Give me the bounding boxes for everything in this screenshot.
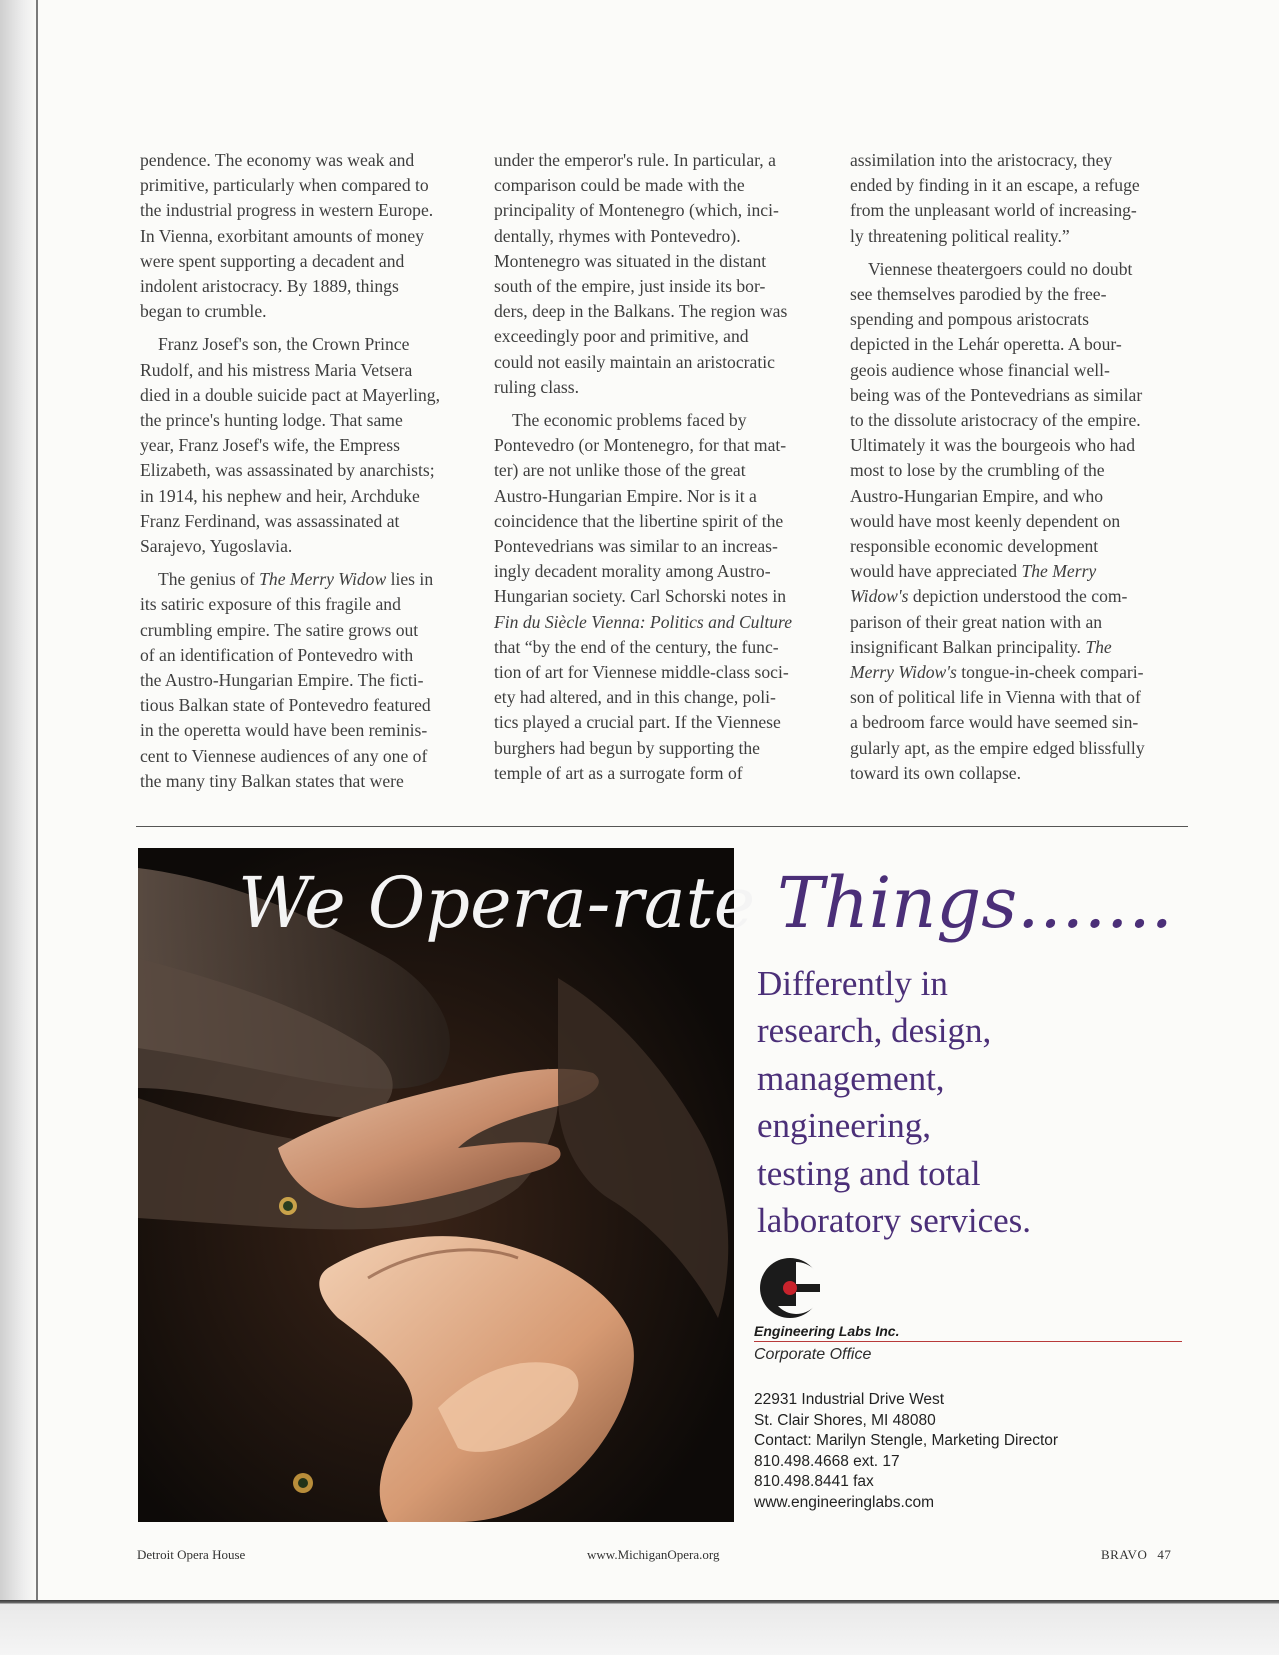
article-line: Hungarian society. Carl Schorski notes in (494, 586, 787, 607)
article-line: the many tiny Balkan states that were (140, 770, 404, 791)
address-line: 22931 Industrial Drive West (754, 1391, 945, 1408)
article-line: would have most keenly dependent on (850, 510, 1121, 531)
article-line: ders, deep in the Balkans. The region was (494, 301, 788, 322)
headline-purple-text: Things....... (777, 862, 1173, 944)
article-line: principality of Montenegro (which, inci- (494, 200, 779, 221)
article-line: most to lose by the crumbling of the (850, 460, 1105, 481)
service-line: engineering, (757, 1106, 931, 1146)
hands-photo (138, 848, 734, 1522)
article-line: the industrial progress in western Europe. (140, 200, 434, 221)
article-line: Merry Widow's tongue-in-cheek compari- (850, 662, 1144, 683)
article-line: could not easily maintain an aristocratic (494, 351, 775, 372)
article-line: Austro-Hungarian Empire, and who (850, 485, 1104, 506)
article-line: temple of art as a surrogate form of (494, 762, 743, 783)
footer-website-link[interactable]: www.MichiganOpera.org (587, 1547, 720, 1562)
headline-white-text: We Opera-rate (238, 862, 756, 944)
article-line: tion of art for Viennese middle-class soci- (494, 662, 789, 683)
address-line: St. Clair Shores, MI 48080 (754, 1411, 936, 1429)
article-line: the Austro-Hungarian Empire. The ficti- (140, 670, 424, 691)
article-line: under the emperor's rule. In particular, a (494, 150, 776, 170)
article-line: to the dissolute aristocracy of the empire. (850, 410, 1141, 431)
article-line: exceedingly poor and primitive, and (494, 326, 749, 347)
article-line: see themselves parodied by the free- (850, 284, 1107, 305)
article-column-2 (494, 148, 832, 786)
page-spine-shadow (0, 0, 38, 1655)
article-line: insignificant Balkan principality. The (850, 636, 1112, 657)
article-line: year, Franz Josef's wife, the Empress (140, 435, 400, 456)
article-line: geois audience whose financial well- (850, 359, 1110, 380)
article-line: Pontevedrians was similar to an increas- (494, 536, 778, 557)
article-line: south of the empire, just inside its bor- (494, 276, 766, 297)
article-line: Fin du Siècle Vienna: Politics and Culture (494, 611, 793, 632)
article-line: tious Balkan state of Pontevedro featured (140, 695, 431, 716)
article-line: Pontevedro (or Montenegro, for that mat- (494, 435, 787, 456)
article-line: crumbling empire. The satire grows out (140, 619, 419, 640)
company-name: Engineering Labs Inc. (754, 1323, 1182, 1342)
article-line: Widow's depiction understood the com- (850, 586, 1128, 607)
service-line: testing and total (757, 1153, 981, 1193)
ad-headline (238, 858, 1173, 948)
article-line: being was of the Pontevedrians as similar (850, 384, 1143, 405)
article-line: of an identification of Pontevedro with (140, 644, 414, 665)
engineering-labs-logo-icon (756, 1254, 824, 1322)
article-line: that “by the end of the century, the func- (494, 636, 779, 657)
article-line: the prince's hunting lodge. That same (140, 410, 403, 431)
service-line: research, design, (757, 1011, 992, 1051)
article-line: In Vienna, exorbitant amounts of money (140, 225, 424, 246)
article-line: spending and pompous aristocrats (850, 309, 1089, 330)
service-line: Differently in (757, 964, 948, 1003)
service-line: management, (757, 1058, 945, 1098)
article-line: ly threatening political reality.” (850, 225, 1070, 246)
article-column-1 (140, 148, 478, 794)
contact-address (754, 1390, 1058, 1514)
article-line: ruling class. (494, 376, 580, 397)
article-line: Sarajevo, Yugoslavia. (140, 536, 293, 557)
article-line: died in a double suicide pact at Mayerling, (140, 384, 440, 405)
hands-illustration (138, 848, 734, 1522)
article-line: would have appreciated The Merry (850, 561, 1097, 582)
article-line: The genius of The Merry Widow lies in (158, 569, 434, 590)
website-link[interactable]: www.engineeringlabs.com (754, 1493, 935, 1511)
article-column-3 (850, 148, 1188, 786)
article-line: assimilation into the aristocracy, they (850, 150, 1113, 170)
article-line: its satiric exposure of this fragile and (140, 594, 401, 615)
article-line: dentally, rhymes with Pontevedro). (494, 225, 741, 246)
article-line: ety had altered, and in this change, poli- (494, 687, 776, 708)
article-line: Montenegro was situated in the distant (494, 250, 767, 271)
article-line: Austro-Hungarian Empire. Nor is it a (494, 485, 757, 506)
spine-line (36, 0, 38, 1600)
article-line: comparison could be made with the (494, 175, 745, 196)
article-line: ter) are not unlike those of the great (494, 460, 746, 481)
article-line: parison of their great nation with an (850, 611, 1103, 632)
article-line: coincidence that the libertine spirit of the (494, 510, 784, 531)
article-line: in 1914, his nephew and heir, Archduke (140, 485, 420, 506)
ad-services-list (757, 960, 1187, 1244)
article-line: son of political life in Vienna with that of (850, 687, 1141, 708)
article-line: a bedroom farce would have seemed sin- (850, 712, 1139, 733)
article-line: burghers had begun by supporting the (494, 737, 760, 758)
footer-publication: Detroit Opera House (137, 1547, 246, 1562)
article-line: from the unpleasant world of increasing- (850, 200, 1137, 221)
article-line: depicted in the Lehár operetta. A bour- (850, 334, 1122, 355)
address-line: Contact: Marilyn Stengle, Marketing Director (754, 1432, 1059, 1450)
footer-magazine: BRAVO (1101, 1547, 1148, 1562)
page-bottom-edge (0, 1600, 1279, 1655)
address-line: 810.498.4668 ext. 17 (754, 1452, 900, 1470)
article-line: primitive, particularly when compared to (140, 175, 429, 196)
article-line: ingly decadent morality among Austro- (494, 561, 771, 582)
article-line: cent to Viennese audiences of any one of (140, 745, 428, 766)
divider-rule (136, 826, 1188, 827)
footer-page-number (1101, 1547, 1171, 1563)
article-line: ended by finding in it an escape, a refuge (850, 175, 1140, 196)
article-line: Rudolf, and his mistress Maria Vetsera (140, 359, 413, 380)
service-line: laboratory services. (757, 1201, 1032, 1241)
address-line: 810.498.8441 fax (754, 1473, 874, 1491)
article-line: Elizabeth, was assassinated by anarchists; (140, 460, 435, 481)
article-line: responsible economic development (850, 536, 1099, 557)
article-line: Franz Josef's son, the Crown Prince (158, 334, 410, 355)
article-line: were spent supporting a decadent and (140, 250, 405, 271)
article-line: indolent aristocracy. By 1889, things (140, 276, 399, 297)
article-line: in the operetta would have been reminis- (140, 720, 428, 741)
article-line: tics played a crucial part. If the Viennese (494, 712, 781, 733)
article-line: Franz Ferdinand, was assassinated at (140, 510, 400, 531)
article-line: Ultimately it was the bourgeois who had (850, 435, 1136, 456)
page-number: 47 (1157, 1547, 1172, 1562)
corporate-office-label: Corporate Office (754, 1346, 872, 1363)
article-line: began to crumble. (140, 301, 267, 322)
article-line: gularly apt, as the empire edged blissfully (850, 737, 1145, 758)
article-line: pendence. The economy was weak and (140, 150, 415, 170)
article-line: toward its own collapse. (850, 762, 1022, 783)
article-line: The economic problems faced by (512, 410, 747, 431)
article-line: Viennese theatergoers could no doubt (868, 258, 1133, 279)
